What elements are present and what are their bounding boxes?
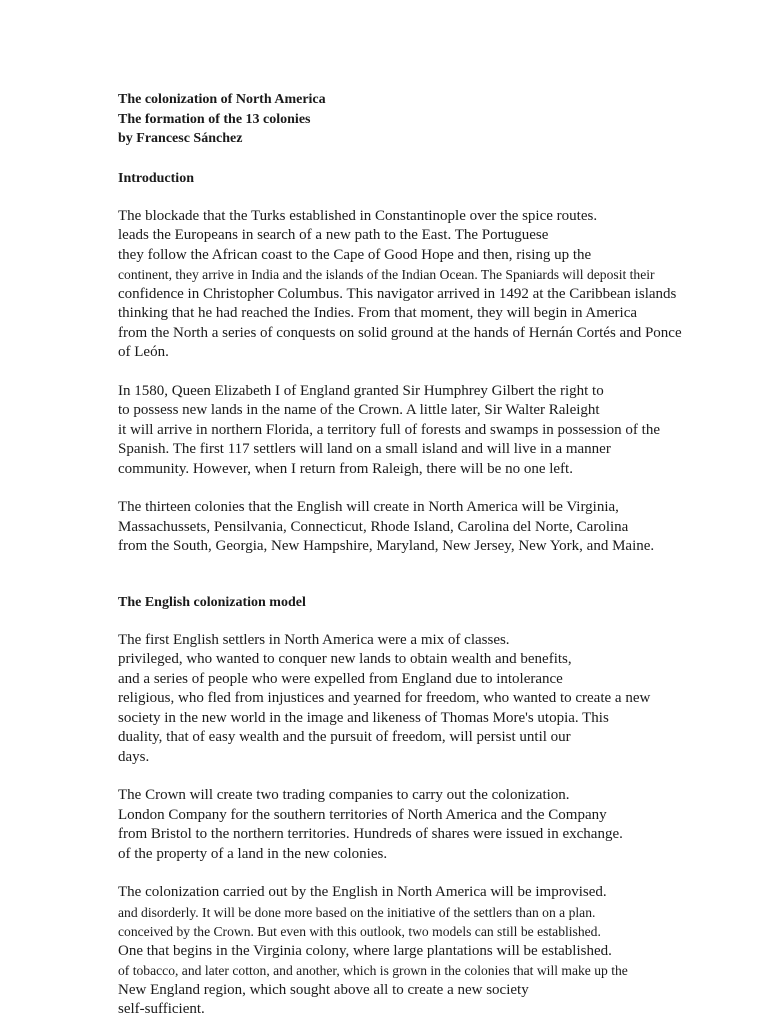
document-author: by Francesc Sánchez <box>118 131 243 146</box>
text-line: London Company for the southern territories of North America and the Company <box>118 806 607 823</box>
text-line: community. However, when I return from Raleigh, there will be no one left. <box>118 460 573 477</box>
text-line: conceived by the Crown. But even with this outlook, two models can still be established. <box>118 924 601 939</box>
text-line: from the North a series of conquests on solid ground at the hands of Hernán Cortés and Ponce <box>118 324 682 341</box>
text-line: privileged, who wanted to conquer new lands to obtain wealth and benefits, <box>118 651 572 667</box>
text-line: Spanish. The first 117 settlers will land on a small island and will live in a manner <box>118 441 611 457</box>
document-page <box>118 90 718 1020</box>
paragraph <box>118 207 718 363</box>
text-line: New England region, which sought above all to create a new society <box>118 981 529 998</box>
section-heading: Introduction <box>118 170 194 186</box>
text-line: society in the new world in the image and likeness of Thomas More's utopia. This <box>118 709 609 726</box>
text-line: duality, that of easy wealth and the pursuit of freedom, will persist until our <box>118 729 571 745</box>
text-line: The colonization carried out by the English in North America will be improvised. <box>118 884 607 900</box>
text-line: of the property of a land in the new colonies. <box>118 845 388 862</box>
text-line: of tobacco, and later cotton, and another, which is grown in the colonies that will make up the <box>118 963 628 978</box>
text-line: The blockade that the Turks established in Constantinople over the spice routes. <box>118 207 598 224</box>
text-line: and disorderly. It will be done more based on the initiative of the settlers than on a plan. <box>118 904 596 920</box>
text-line: One that begins in the Virginia colony, where large plantations will be established. <box>118 942 612 959</box>
text-line: leads the Europeans in search of a new path to the East. The Portuguese <box>118 227 549 243</box>
text-line: Massachussets, Pensilvania, Connecticut, Rhode Island, Carolina del Norte, Carolina <box>118 518 629 535</box>
text-line: they follow the African coast to the Cape of Good Hope and then, rising up the <box>118 246 592 263</box>
text-line: In 1580, Queen Elizabeth I of England granted Sir Humphrey Gilbert the right to <box>118 382 604 399</box>
paragraph <box>118 631 718 768</box>
paragraph <box>118 786 718 864</box>
text-line: from the South, Georgia, New Hampshire, Maryland, New Jersey, New York, and Maine. <box>118 538 655 554</box>
section-english-colonization-model <box>118 593 718 1020</box>
text-line: to possess new lands in the name of the Crown. A little later, Sir Walter Raleight <box>118 402 600 418</box>
text-line: from Bristol to the northern territories. Hundreds of shares were issued in exchange. <box>118 826 623 842</box>
document-title: The colonization of North America <box>118 92 326 107</box>
paragraph <box>118 883 718 1020</box>
text-line: thinking that he had reached the Indies. From that moment, they will begin in America <box>118 305 638 321</box>
section-introduction <box>118 169 718 557</box>
section-heading: The English colonization model <box>118 594 306 610</box>
text-line: and a series of people who were expelled from England due to intolerance <box>118 670 563 687</box>
document-subtitle: The formation of the 13 colonies <box>118 111 311 127</box>
text-line: self-sufficient. <box>118 1001 205 1017</box>
text-line: continent, they arrive in India and the islands of the Indian Ocean. The Spaniards will deposit their <box>118 267 655 282</box>
text-line: The thirteen colonies that the English will create in North America will be Virginia, <box>118 499 619 515</box>
text-line: confidence in Christopher Columbus. This navigator arrived in 1492 at the Caribbean islands <box>118 285 677 302</box>
text-line: days. <box>118 748 150 765</box>
paragraph <box>118 498 718 557</box>
text-line: The first English settlers in North America were a mix of classes. <box>118 631 510 648</box>
document-title-block <box>118 90 718 149</box>
text-line: of León. <box>118 344 169 360</box>
paragraph <box>118 382 718 480</box>
text-line: The Crown will create two trading companies to carry out the colonization. <box>118 787 570 803</box>
text-line: religious, who fled from injustices and yearned for freedom, who wanted to create a new <box>118 690 651 706</box>
text-line: it will arrive in northern Florida, a territory full of forests and swamps in possession of the <box>118 421 660 438</box>
